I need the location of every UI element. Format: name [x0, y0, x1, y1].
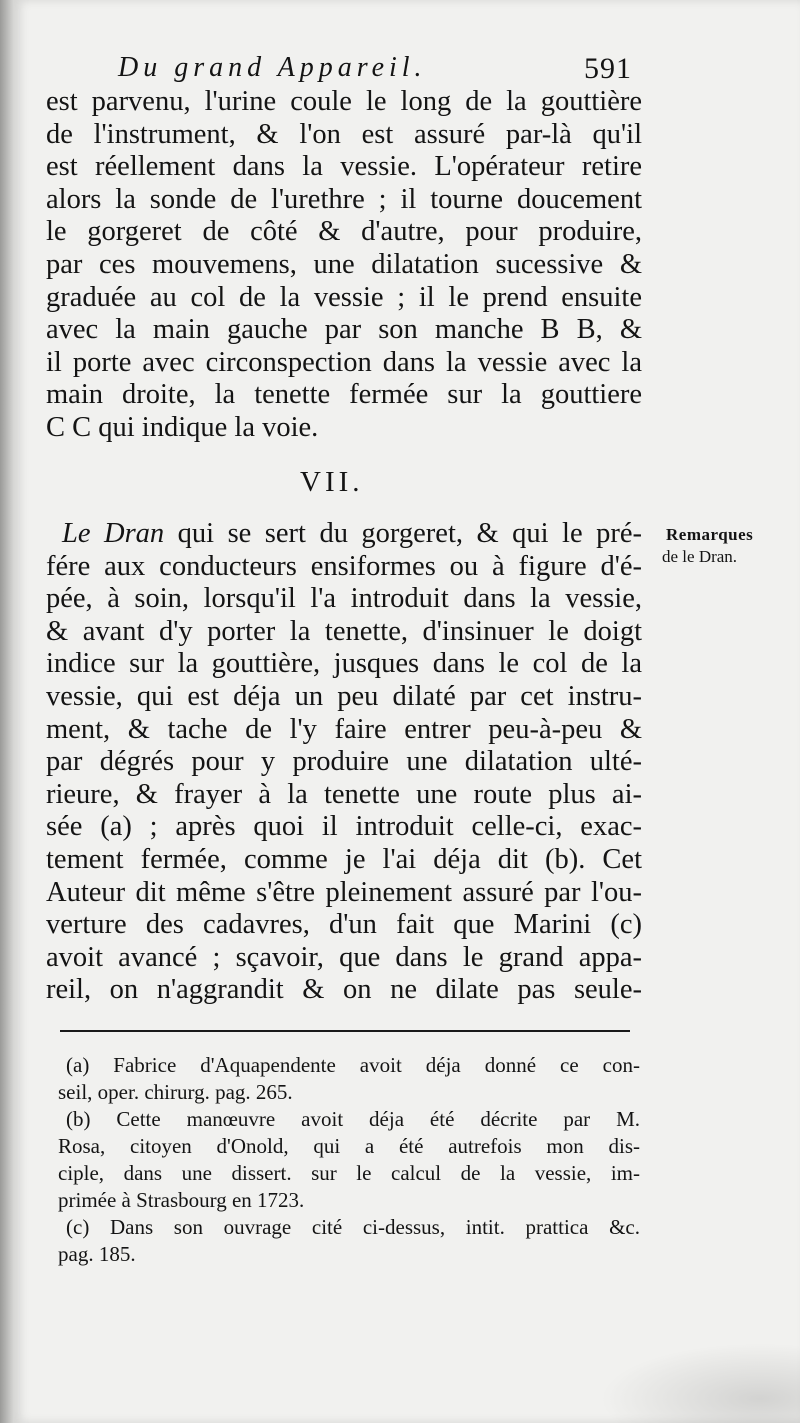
footnote-line: (c) Dans son ouvrage cité ci-dessus, intit. prattica &c.: [66, 1215, 640, 1239]
text-line: est réellement dans la vessie. L'opérateur retire: [46, 151, 642, 183]
text-line: par ces mouvemens, une dilatation sucessive &: [46, 248, 642, 280]
text-line: main droite, la tenette fermée sur la gouttiere: [46, 379, 642, 411]
text-line: alors la sonde de l'urethre ; il tourne doucement: [46, 183, 642, 215]
footnote-line: primée à Strasbourg en 1723.: [58, 1188, 305, 1212]
footnote-line: (b) Cette manœuvre avoit déja été décrite par M.: [66, 1107, 640, 1131]
paragraph-1: [46, 86, 642, 445]
paper-stain: [600, 1343, 800, 1423]
text-line: pée, à soin, lorsqu'il l'a introduit dans la vessie,: [46, 583, 642, 615]
footnote-rule: [60, 1030, 630, 1032]
page-number: 591: [584, 52, 632, 85]
text-line: par dégrés pour y produire une dilatation ulté-: [46, 746, 642, 778]
text-line: graduée au col de la vessie ; il le prend ensuite: [46, 281, 642, 313]
italic-name: Le Dran: [62, 518, 165, 549]
text-line: sée (a) ; après quoi il introduit celle-ci, exac-: [46, 811, 642, 843]
text-line: & avant d'y porter la tenette, d'insinuer le doigt: [46, 615, 642, 647]
section-heading: VII.: [300, 466, 364, 498]
footnote-line: seil, oper. chirurg. pag. 265.: [58, 1080, 293, 1104]
text-line: Auteur dit même s'être pleinement assuré par l'ou-: [46, 876, 642, 908]
footnotes: [58, 1052, 640, 1268]
text-line: il porte avec circonspection dans la vessie avec la: [46, 346, 642, 378]
text-line: [46, 518, 642, 551]
page-gutter-shadow: [0, 0, 14, 1423]
margin-note: [662, 524, 796, 568]
text-line: avoit avancé ; sçavoir, que dans le grand appa-: [46, 941, 642, 973]
footnote-line: Rosa, citoyen d'Onold, qui a été autrefois mon dis-: [58, 1134, 640, 1158]
text-line: fére aux conducteurs ensiformes ou à figure d'é-: [46, 550, 642, 582]
text-line: de l'instrument, & l'on est assuré par-là qu'il: [46, 118, 642, 150]
footnote-line: pag. 185.: [58, 1242, 136, 1266]
text-line: rieure, & frayer à la tenette une route plus ai-: [46, 778, 642, 810]
text-run: qui se sert du gorgeret, & qui le pré-: [164, 518, 642, 549]
paragraph-2: [46, 518, 642, 1007]
text-line: tement fermée, comme je l'ai déja dit (b). Cet: [46, 843, 642, 875]
text-line: le gorgeret de côté & d'autre, pour produire,: [46, 216, 642, 248]
text-line: est parvenu, l'urine coule le long de la gouttière: [46, 86, 642, 117]
text-line: C C qui indique la voie.: [46, 411, 319, 443]
text-line: avec la main gauche par son manche B B, &: [46, 314, 642, 346]
text-line: indice sur la gouttière, jusques dans le col de la: [46, 648, 642, 680]
running-title: Du grand Appareil.: [118, 52, 427, 83]
text-line: verture des cadavres, d'un fait que Marini (c): [46, 909, 642, 941]
text-line: ment, & tache de l'y faire entrer peu-à-peu &: [46, 713, 642, 745]
footnote-line: ciple, dans une dissert. sur le calcul de la vessie, im-: [58, 1161, 640, 1185]
text-line: vessie, qui est déja un peu dilaté par cet instru-: [46, 680, 642, 712]
margin-note-line: Remarques: [666, 525, 754, 544]
footnote-line: (a) Fabrice d'Aquapendente avoit déja donné ce con-: [66, 1053, 640, 1077]
text-line: reil, on n'aggrandit & on ne dilate pas seule-: [46, 974, 642, 1006]
margin-note-line: de le Dran.: [662, 547, 738, 566]
